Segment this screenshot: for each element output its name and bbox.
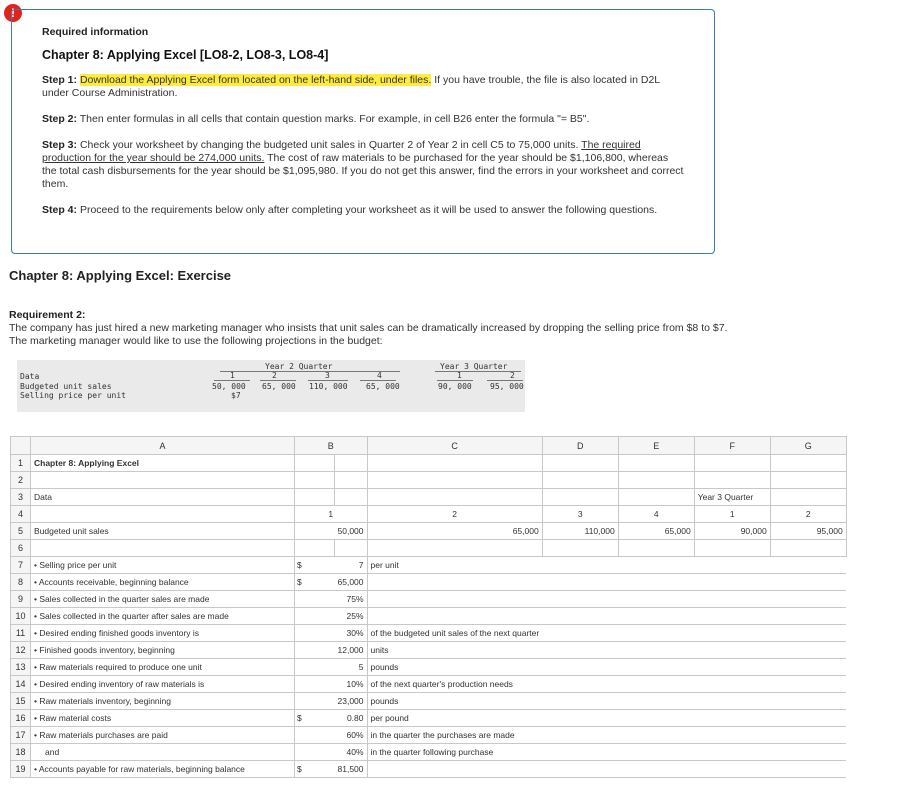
item-label-cell[interactable]: • Sales collected in the quarter after sales are made: [31, 608, 295, 625]
col-header-a[interactable]: A: [31, 437, 295, 455]
row-number[interactable]: 6: [11, 540, 31, 557]
quarter-cell[interactable]: 4: [618, 506, 694, 523]
row-number[interactable]: 13: [11, 659, 31, 676]
item-label-cell[interactable]: and: [31, 744, 295, 761]
cell[interactable]: [770, 455, 846, 472]
step-4-text: Proceed to the requirements below only after completing your worksheet as it will be used to answer the following questions.: [79, 204, 658, 216]
row-number[interactable]: 3: [11, 489, 31, 506]
cell[interactable]: [542, 710, 618, 727]
proj-sales: 110, 000: [309, 382, 348, 391]
proj-price: $7: [231, 391, 241, 400]
sheet-row: [11, 591, 847, 608]
row-number[interactable]: 5: [11, 523, 31, 540]
cell[interactable]: [618, 557, 694, 574]
sheet-row: [11, 557, 847, 574]
proj-row-sales: Budgeted unit sales: [20, 382, 112, 391]
item-note-cell[interactable]: in the quarter the purchases are made: [367, 727, 542, 744]
proj-sales: 90, 000: [438, 382, 472, 391]
cell[interactable]: [618, 642, 694, 659]
cell[interactable]: [542, 574, 618, 591]
cell[interactable]: [335, 472, 368, 489]
cell[interactable]: [542, 659, 618, 676]
cell[interactable]: [770, 693, 846, 710]
item-value-cell[interactable]: 75%: [335, 591, 368, 608]
row-number[interactable]: 16: [11, 710, 31, 727]
row-number[interactable]: 9: [11, 591, 31, 608]
cell[interactable]: [618, 455, 694, 472]
cell[interactable]: [295, 540, 335, 557]
sheet-row: [11, 472, 847, 489]
cell[interactable]: [618, 693, 694, 710]
dollar-cell[interactable]: $: [295, 710, 335, 727]
cell[interactable]: [542, 744, 618, 761]
item-note-cell[interactable]: [367, 574, 542, 591]
cell[interactable]: [694, 557, 770, 574]
cell[interactable]: [694, 625, 770, 642]
dollar-cell[interactable]: [295, 659, 335, 676]
col-header-e[interactable]: E: [618, 437, 694, 455]
row-number[interactable]: 12: [11, 642, 31, 659]
step-3-label: Step 3:: [42, 139, 78, 151]
item-label-cell[interactable]: • Finished goods inventory, beginning: [31, 642, 295, 659]
item-value-cell[interactable]: 81,500: [335, 761, 368, 778]
item-note-cell[interactable]: in the quarter following purchase: [367, 744, 542, 761]
proj-rule: [360, 380, 396, 381]
cell[interactable]: [618, 659, 694, 676]
dollar-cell[interactable]: $: [295, 761, 335, 778]
step-1-rest: If you have trouble, the file is also located in D2L under Course Administration.: [42, 74, 660, 99]
dollar-cell[interactable]: [295, 642, 335, 659]
dollar-cell[interactable]: $: [295, 574, 335, 591]
item-label-cell[interactable]: • Raw materials purchases are paid: [31, 727, 295, 744]
cell[interactable]: [618, 625, 694, 642]
sheet-row: [11, 506, 847, 523]
cell[interactable]: [542, 761, 618, 778]
cell[interactable]: [770, 659, 846, 676]
cell[interactable]: [295, 455, 335, 472]
cell[interactable]: [618, 591, 694, 608]
item-value-cell[interactable]: 25%: [335, 608, 368, 625]
item-label-cell[interactable]: • Raw materials required to produce one unit: [31, 659, 295, 676]
cell[interactable]: [694, 676, 770, 693]
cell[interactable]: [694, 455, 770, 472]
budgeted-value-cell[interactable]: 90,000: [694, 523, 770, 540]
item-value-cell[interactable]: 0.80: [335, 710, 368, 727]
step-4: [42, 204, 684, 217]
cell[interactable]: [694, 761, 770, 778]
cell[interactable]: [542, 489, 618, 506]
cell[interactable]: [770, 744, 846, 761]
item-value-cell[interactable]: 23,000: [335, 693, 368, 710]
cell[interactable]: [770, 642, 846, 659]
item-label-cell[interactable]: • Raw materials inventory, beginning: [31, 693, 295, 710]
data-label-cell[interactable]: Data: [31, 489, 295, 506]
cell[interactable]: [618, 761, 694, 778]
step-2-text: Then enter formulas in all cells that contain question marks. For example, in cell B26 enter the formula "= B5".: [79, 113, 590, 125]
item-note-cell[interactable]: per unit: [367, 557, 542, 574]
info-heading: Required information: [42, 26, 149, 38]
cell[interactable]: [542, 676, 618, 693]
item-label-cell[interactable]: • Desired ending finished goods inventory is: [31, 625, 295, 642]
row-number[interactable]: 17: [11, 727, 31, 744]
item-value-cell[interactable]: 40%: [335, 744, 368, 761]
dollar-cell[interactable]: $: [295, 557, 335, 574]
dollar-cell[interactable]: [295, 625, 335, 642]
row-number[interactable]: 15: [11, 693, 31, 710]
item-note-cell[interactable]: [367, 608, 542, 625]
cell[interactable]: [542, 540, 618, 557]
proj-rule: [308, 380, 348, 381]
step-3-rest: The cost of raw materials to be purchased for the year should be $1,106,800, whereas the total cash disbursements for the year should be $1,095,980. If you do not get this answer, find the errors in your worksheet and correct them.: [42, 152, 684, 190]
budgeted-value-cell[interactable]: 110,000: [542, 523, 618, 540]
item-value-cell[interactable]: 5: [335, 659, 368, 676]
row-number[interactable]: 1: [11, 455, 31, 472]
cell[interactable]: [694, 608, 770, 625]
quarter-cell[interactable]: 2: [770, 506, 846, 523]
cell[interactable]: [770, 625, 846, 642]
item-label-cell[interactable]: • Selling price per unit: [31, 557, 295, 574]
item-value-cell[interactable]: 60%: [335, 727, 368, 744]
cell[interactable]: [542, 472, 618, 489]
item-label-cell[interactable]: • Desired ending inventory of raw materials is: [31, 676, 295, 693]
requirement-text: The company has just hired a new marketing manager who insists that unit sales can be dramatically increased by dropping the selling price from $8 to $7. The marketing manager would like to use the following projections in the budget:: [9, 322, 728, 347]
cell[interactable]: [694, 744, 770, 761]
cell[interactable]: [770, 472, 846, 489]
cell[interactable]: [542, 455, 618, 472]
year3-label-cell[interactable]: Year 3 Quarter: [694, 489, 770, 506]
step-1: [42, 74, 684, 100]
cell[interactable]: [770, 676, 846, 693]
cell[interactable]: [770, 710, 846, 727]
cell[interactable]: [694, 693, 770, 710]
cell[interactable]: [335, 489, 368, 506]
proj-rule: [214, 380, 250, 381]
sheet-row: [11, 727, 847, 744]
sheet-row: [11, 710, 847, 727]
step-3-text: Check your worksheet by changing the budgeted unit sales in Quarter 2 of Year 2 in cell C5 to 75,000 units.: [79, 139, 579, 151]
cell[interactable]: [618, 608, 694, 625]
step-3-underline: The required production for the year should be 274,000 units.: [42, 139, 641, 164]
budgeted-value-cell[interactable]: 65,000: [367, 523, 542, 540]
cell[interactable]: [31, 506, 295, 523]
cell[interactable]: [367, 489, 542, 506]
sheet-row: [11, 676, 847, 693]
item-value-cell[interactable]: 12,000: [335, 642, 368, 659]
proj-row-price: Selling price per unit: [20, 391, 126, 400]
row-number[interactable]: 18: [11, 744, 31, 761]
proj-year3-rule: [435, 371, 521, 372]
item-label-cell[interactable]: • Raw material costs: [31, 710, 295, 727]
cell[interactable]: [542, 557, 618, 574]
requirement-label: Requirement 2:: [9, 309, 86, 321]
dollar-cell[interactable]: [295, 676, 335, 693]
cell[interactable]: [694, 727, 770, 744]
proj-sales: 95, 000: [490, 382, 524, 391]
cell[interactable]: [542, 591, 618, 608]
cell[interactable]: [618, 472, 694, 489]
item-value-cell[interactable]: 65,000: [335, 574, 368, 591]
budgeted-label-cell[interactable]: Budgeted unit sales: [31, 523, 295, 540]
cell[interactable]: [367, 472, 542, 489]
sheet-row: [11, 574, 847, 591]
proj-year2-rule: [220, 371, 400, 372]
alert-icon: !: [4, 4, 22, 22]
cell[interactable]: [618, 727, 694, 744]
row-number[interactable]: 11: [11, 625, 31, 642]
spreadsheet: [10, 436, 847, 778]
col-header-g[interactable]: G: [770, 437, 846, 455]
cell[interactable]: [770, 727, 846, 744]
quarter-cell[interactable]: 3: [542, 506, 618, 523]
row-number[interactable]: 10: [11, 608, 31, 625]
cell[interactable]: [618, 489, 694, 506]
sheet-row: [11, 642, 847, 659]
sheet-row: [11, 489, 847, 506]
item-label-cell[interactable]: • Accounts payable for raw materials, beginning balance: [31, 761, 295, 778]
required-information-box: [11, 9, 715, 254]
budgeted-value-cell[interactable]: 65,000: [618, 523, 694, 540]
budgeted-value-cell[interactable]: 95,000: [770, 523, 846, 540]
proj-sales: 65, 000: [262, 382, 296, 391]
cell[interactable]: [31, 540, 295, 557]
item-note-cell[interactable]: units: [367, 642, 542, 659]
sheet-row: [11, 523, 847, 540]
chapter-title: Chapter 8: Applying Excel [LO8-2, LO8-3, LO8-4]: [42, 48, 329, 62]
cell[interactable]: [618, 710, 694, 727]
cell[interactable]: [694, 591, 770, 608]
item-value-cell[interactable]: 10%: [335, 676, 368, 693]
cell[interactable]: [542, 608, 618, 625]
cell[interactable]: [542, 625, 618, 642]
cell[interactable]: [542, 642, 618, 659]
cell[interactable]: [770, 574, 846, 591]
sheet-row: [11, 659, 847, 676]
dollar-cell[interactable]: [295, 727, 335, 744]
cell[interactable]: [618, 540, 694, 557]
cell[interactable]: [542, 727, 618, 744]
proj-year3-header: Year 3 Quarter: [440, 362, 508, 371]
step-2: [42, 113, 684, 126]
cell[interactable]: [770, 557, 846, 574]
item-value-cell[interactable]: 7: [335, 557, 368, 574]
budgeted-value-cell[interactable]: 50,000: [295, 523, 368, 540]
proj-rule: [487, 380, 523, 381]
cell[interactable]: [618, 744, 694, 761]
cell[interactable]: [694, 540, 770, 557]
item-label-cell[interactable]: • Accounts receivable, beginning balance: [31, 574, 295, 591]
cell[interactable]: [694, 659, 770, 676]
item-note-cell[interactable]: of the budgeted unit sales of the next quarter: [367, 625, 542, 642]
step-1-highlight: Download the Applying Excel form located on the left-hand side, under files.: [79, 74, 432, 86]
row-number[interactable]: 14: [11, 676, 31, 693]
cell[interactable]: [618, 574, 694, 591]
step-3: [42, 139, 684, 191]
cell[interactable]: [367, 455, 542, 472]
projection-table: [17, 360, 525, 412]
proj-q: 2: [272, 371, 277, 380]
col-header-d[interactable]: D: [542, 437, 618, 455]
sheet-row: [11, 455, 847, 472]
item-note-cell[interactable]: per pound: [367, 710, 542, 727]
cell[interactable]: [335, 455, 368, 472]
proj-rule: [260, 380, 296, 381]
sheet-row: [11, 761, 847, 778]
item-value-cell[interactable]: 30%: [335, 625, 368, 642]
dollar-cell[interactable]: [295, 693, 335, 710]
proj-q: 2: [510, 371, 515, 380]
dollar-cell[interactable]: [295, 591, 335, 608]
dollar-cell[interactable]: [295, 608, 335, 625]
cell[interactable]: [770, 608, 846, 625]
row-number[interactable]: 7: [11, 557, 31, 574]
step-2-label: Step 2:: [42, 113, 78, 125]
column-header-row: [11, 437, 847, 455]
cell[interactable]: [694, 574, 770, 591]
cell[interactable]: [770, 489, 846, 506]
item-label-cell[interactable]: • Sales collected in the quarter sales are made: [31, 591, 295, 608]
sheet-row: [11, 540, 847, 557]
item-note-cell[interactable]: [367, 591, 542, 608]
item-note-cell[interactable]: pounds: [367, 693, 542, 710]
cell[interactable]: [770, 761, 846, 778]
sheet-row: [11, 693, 847, 710]
cell[interactable]: [31, 472, 295, 489]
sheet-title-cell[interactable]: Chapter 8: Applying Excel: [31, 455, 295, 472]
proj-year2-header: Year 2 Quarter: [265, 362, 333, 371]
dollar-cell[interactable]: [295, 744, 335, 761]
col-header-c[interactable]: C: [367, 437, 542, 455]
cell[interactable]: [694, 710, 770, 727]
quarter-cell[interactable]: 1: [694, 506, 770, 523]
row-number[interactable]: 4: [11, 506, 31, 523]
col-header-f[interactable]: F: [694, 437, 770, 455]
cell[interactable]: [335, 540, 368, 557]
quarter-cell[interactable]: 1: [295, 506, 368, 523]
sheet-row: [11, 744, 847, 761]
cell[interactable]: [542, 693, 618, 710]
row-number[interactable]: 2: [11, 472, 31, 489]
cell[interactable]: [770, 540, 846, 557]
proj-sales: 50, 000: [212, 382, 246, 391]
proj-q: 4: [377, 371, 382, 380]
row-number[interactable]: 8: [11, 574, 31, 591]
proj-row-data: Data: [20, 372, 40, 381]
cell[interactable]: [295, 489, 335, 506]
item-note-cell[interactable]: pounds: [367, 659, 542, 676]
step-1-label: Step 1:: [42, 74, 78, 86]
proj-q: 3: [325, 371, 330, 380]
exercise-title: Chapter 8: Applying Excel: Exercise: [9, 268, 232, 283]
proj-q: 1: [457, 371, 462, 380]
proj-rule: [437, 380, 473, 381]
corner-cell: [11, 437, 31, 455]
proj-q: 1: [230, 371, 235, 380]
cell[interactable]: [694, 472, 770, 489]
cell[interactable]: [367, 540, 542, 557]
col-header-b[interactable]: B: [295, 437, 368, 455]
item-note-cell[interactable]: of the next quarter's production needs: [367, 676, 542, 693]
sheet-row: [11, 608, 847, 625]
cell[interactable]: [618, 676, 694, 693]
cell[interactable]: [694, 642, 770, 659]
step-4-label: Step 4:: [42, 204, 78, 216]
item-note-cell[interactable]: [367, 761, 542, 778]
cell[interactable]: [770, 591, 846, 608]
quarter-cell[interactable]: 2: [367, 506, 542, 523]
row-number[interactable]: 19: [11, 761, 31, 778]
cell[interactable]: [295, 472, 335, 489]
sheet-row: [11, 625, 847, 642]
proj-sales: 65, 000: [366, 382, 400, 391]
